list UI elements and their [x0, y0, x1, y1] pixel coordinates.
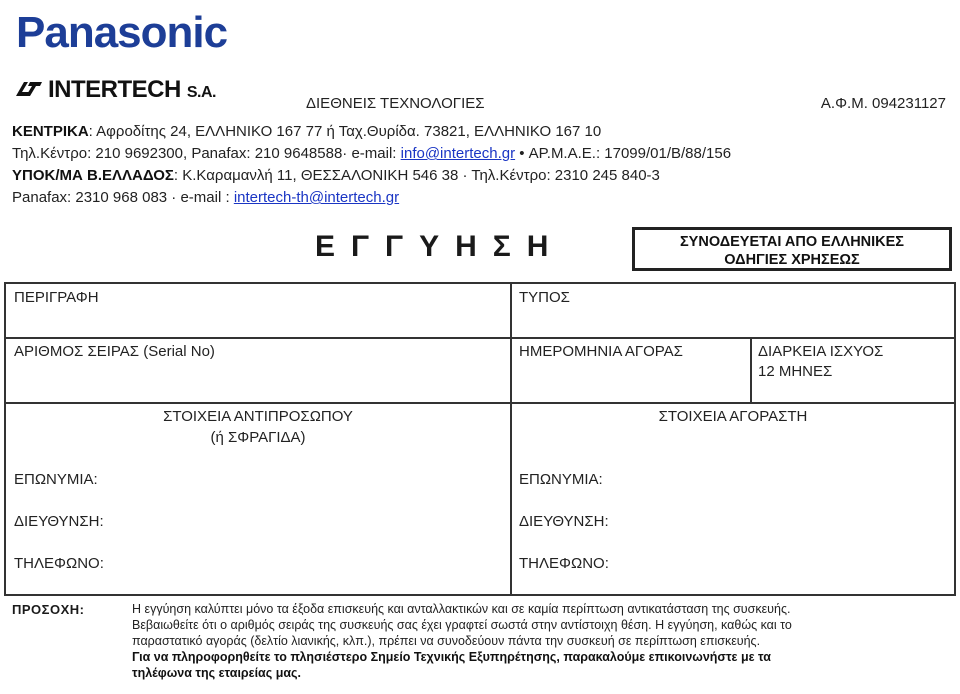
validity-label: ΔΙΑΡΚΕΙΑ ΙΣΧΥΟΣ — [758, 343, 884, 360]
intertech-suffix: S.A. — [186, 84, 216, 101]
afm-number: Α.Φ.Μ. 094231127 — [820, 95, 946, 112]
validity-value: 12 ΜΗΝΕΣ — [758, 363, 833, 380]
hq-address: : Αφροδίτης 24, ΕΛΛΗΝΙΚΟ 167 77 ή Ταχ.Θυρίδα. 73821, ΕΛΛΗΝΙΚΟ 167 10 — [88, 123, 602, 140]
buyer-name-field[interactable]: ΕΠΩΝΥΜΙΑ: — [519, 471, 603, 488]
purchase-date-field[interactable]: ΗΜΕΡΟΜΗΝΙΑ ΑΓΟΡΑΣ — [519, 343, 683, 360]
hq-email-link[interactable]: info@intertech.gr — [400, 145, 516, 162]
warning-line-5: τηλέφωνα της εταιρείας μας. — [132, 666, 302, 680]
warning-text — [132, 601, 792, 681]
warning-line-4: Για να πληροφορηθείτε το πλησιέστερο Σημείο Τεχνικής Εξυπηρέτησης, παρακαλούμε επικοινωνήστε με τα — [132, 650, 771, 664]
buyer-title: ΣΤΟΙΧΕΙΑ ΑΓΟΡΑΣΤΗ — [658, 408, 808, 425]
form-divider-center — [510, 284, 512, 594]
warning-line-1: Η εγγύηση καλύπτει μόνο τα έξοδα επισκευής και ανταλλακτικών και σε καμία περίπτωση αντικατάσταση της συσκευής. — [132, 602, 791, 616]
branch-fax: Panafax: 2310 968 083 · e-mail : — [12, 189, 234, 206]
type-field[interactable]: ΤΥΠΟΣ — [519, 289, 570, 306]
rep-phone-field[interactable]: ΤΗΛΕΦΩΝΟ: — [14, 555, 104, 572]
warning-line-3: παραστατικό αγοράς (δελτίο λιανικής, κλπ.), πρέπει να συνοδεύουν πάντα την συσκευή σε περίπτωση επισκευής. — [132, 634, 761, 648]
hq-address-line — [12, 123, 601, 140]
branch-address: : Κ.Καραμανλή 11, ΘΕΣΣΑΛΟΝΙΚΗ 546 38 · Τηλ.Κέντρο: 2310 245 840-3 — [173, 167, 660, 184]
branch-fax-line — [12, 189, 399, 206]
representative-subtitle: (ή ΣΦΡΑΓΙΔΑ) — [210, 429, 306, 446]
form-divider-validity — [750, 337, 752, 404]
intertech-mark-icon — [14, 80, 44, 98]
branch-address-line — [12, 167, 660, 184]
hq-phones-line — [12, 145, 731, 162]
notice-line-2: ΟΔΗΓΙΕΣ ΧΡΗΣΕΩΣ — [724, 252, 860, 268]
hq-registration: • ΑΡ.Μ.Α.Ε.: 17099/01/Β/88/156 — [515, 145, 732, 162]
serial-number-field[interactable]: ΑΡΙΘΜΟΣ ΣΕΙΡΑΣ (Serial No) — [14, 343, 215, 360]
buyer-address-field[interactable]: ΔΙΕΥΘΥΝΣΗ: — [519, 513, 609, 530]
branch-email-link[interactable]: intertech-th@intertech.gr — [233, 189, 400, 206]
buyer-phone-field[interactable]: ΤΗΛΕΦΩΝΟ: — [519, 555, 609, 572]
description-field[interactable]: ΠΕΡΙΓΡΑΦΗ — [14, 289, 99, 306]
hq-label: ΚΕΝΤΡΙΚΑ — [12, 123, 89, 140]
manual-notice-box — [632, 227, 952, 271]
representative-title: ΣΤΟΙΧΕΙΑ ΑΝΤΙΠΡΟΣΩΠΟΥ — [163, 408, 353, 425]
branch-label: ΥΠΟΚ/ΜΑ Β.ΕΛΛΑΔΟΣ — [12, 167, 174, 184]
notice-line-1: ΣΥΝΟΔΕΥΕΤΑΙ ΑΠΟ ΕΛΛΗΝΙΚΕΣ — [679, 234, 905, 250]
document-title: ΕΓΓΥΗΣΗ — [315, 230, 565, 263]
rep-address-field[interactable]: ΔΙΕΥΘΥΝΣΗ: — [14, 513, 104, 530]
rep-name-field[interactable]: ΕΠΩΝΥΜΙΑ: — [14, 471, 98, 488]
warning-line-2: Βεβαιωθείτε ότι ο αριθμός σειράς της συσκευής σας έχει γραφτεί σωστά στην αντίστοιχη θέση. Η εγγύηση, καθώς και το — [132, 618, 792, 632]
hq-phones: Τηλ.Κέντρο: 210 9692300, Panafax: 210 9648588· e-mail: — [12, 145, 401, 162]
tagline: ΔΙΕΘΝΕΙΣ ΤΕΧΝΟΛΟΓΙΕΣ — [306, 95, 485, 112]
form-divider-1 — [6, 337, 954, 339]
panasonic-logo: Panasonic — [16, 8, 228, 57]
form-divider-2 — [6, 402, 954, 404]
warranty-form — [4, 282, 956, 596]
intertech-logo — [14, 76, 216, 104]
warning-label: ΠΡΟΣΟΧΗ: — [12, 602, 85, 617]
intertech-name: INTERTECH — [48, 76, 181, 103]
